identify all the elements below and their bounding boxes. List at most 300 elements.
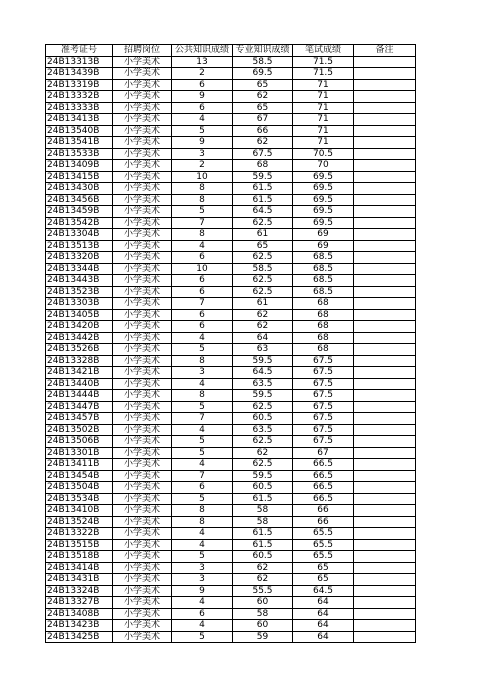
exam-id-cell: 24B13409B — [46, 160, 113, 172]
public-score-cell: 8 — [172, 505, 233, 517]
exam-id-cell: 24B13454B — [46, 470, 113, 482]
professional-score-cell: 61.5 — [233, 539, 293, 551]
remarks-cell — [354, 79, 416, 91]
written-score-cell: 64.5 — [293, 585, 354, 597]
remarks-cell — [354, 631, 416, 643]
public-score-cell: 8 — [172, 355, 233, 367]
exam-id-cell: 24B13328B — [46, 355, 113, 367]
professional-score-cell: 66 — [233, 125, 293, 137]
written-score-cell: 64 — [293, 597, 354, 609]
table-row — [46, 68, 416, 80]
table-row — [46, 56, 416, 68]
exam-id-cell: 24B13533B — [46, 148, 113, 160]
public-score-cell: 6 — [172, 608, 233, 620]
header-professional-knowledge: 专业知识成绩 — [233, 45, 293, 57]
written-score-cell: 68 — [293, 298, 354, 310]
written-score-cell: 65.5 — [293, 551, 354, 563]
exam-id-cell: 24B13408B — [46, 608, 113, 620]
public-score-cell: 7 — [172, 217, 233, 229]
written-score-cell: 71.5 — [293, 56, 354, 68]
remarks-cell — [354, 447, 416, 459]
header-exam-id: 准考证号 — [46, 45, 113, 57]
position-cell: 小学美术 — [113, 459, 172, 471]
table-row — [46, 217, 416, 229]
remarks-cell — [354, 275, 416, 287]
remarks-cell — [354, 516, 416, 528]
position-cell: 小学美术 — [113, 413, 172, 425]
exam-id-cell: 24B13411B — [46, 459, 113, 471]
public-score-cell: 4 — [172, 240, 233, 252]
professional-score-cell: 59.5 — [233, 355, 293, 367]
public-score-cell: 8 — [172, 194, 233, 206]
table-row — [46, 401, 416, 413]
table-row — [46, 206, 416, 218]
table-row — [46, 229, 416, 241]
public-score-cell: 4 — [172, 114, 233, 126]
position-cell: 小学美术 — [113, 183, 172, 195]
written-score-cell: 70 — [293, 160, 354, 172]
table-row — [46, 79, 416, 91]
exam-id-cell: 24B13327B — [46, 597, 113, 609]
professional-score-cell: 59.5 — [233, 470, 293, 482]
exam-id-cell: 24B13414B — [46, 562, 113, 574]
remarks-cell — [354, 160, 416, 172]
table-row — [46, 424, 416, 436]
table-row — [46, 194, 416, 206]
remarks-cell — [354, 309, 416, 321]
professional-score-cell: 60 — [233, 597, 293, 609]
public-score-cell: 2 — [172, 68, 233, 80]
professional-score-cell: 65 — [233, 79, 293, 91]
exam-id-cell: 24B13344B — [46, 263, 113, 275]
professional-score-cell: 58 — [233, 516, 293, 528]
professional-score-cell: 58 — [233, 505, 293, 517]
written-score-cell: 68.5 — [293, 263, 354, 275]
written-score-cell: 71 — [293, 79, 354, 91]
table-row — [46, 102, 416, 114]
header-remarks: 备注 — [354, 45, 416, 57]
remarks-cell — [354, 298, 416, 310]
public-score-cell: 6 — [172, 275, 233, 287]
position-cell: 小学美术 — [113, 516, 172, 528]
professional-score-cell: 62.5 — [233, 436, 293, 448]
remarks-cell — [354, 56, 416, 68]
position-cell: 小学美术 — [113, 505, 172, 517]
table-row — [46, 309, 416, 321]
remarks-cell — [354, 551, 416, 563]
table-row — [46, 125, 416, 137]
professional-score-cell: 61 — [233, 298, 293, 310]
position-cell: 小学美术 — [113, 286, 172, 298]
professional-score-cell: 55.5 — [233, 585, 293, 597]
professional-score-cell: 62.5 — [233, 401, 293, 413]
professional-score-cell: 59 — [233, 631, 293, 643]
table-row — [46, 171, 416, 183]
table-row — [46, 447, 416, 459]
professional-score-cell: 62 — [233, 321, 293, 333]
position-cell: 小学美术 — [113, 574, 172, 586]
written-score-cell: 69.5 — [293, 217, 354, 229]
written-score-cell: 71 — [293, 91, 354, 103]
written-score-cell: 69.5 — [293, 171, 354, 183]
written-score-cell: 71 — [293, 137, 354, 149]
header-row — [46, 45, 416, 57]
written-score-cell: 64 — [293, 620, 354, 632]
written-score-cell: 66 — [293, 505, 354, 517]
exam-id-cell: 24B13447B — [46, 401, 113, 413]
public-score-cell: 5 — [172, 206, 233, 218]
exam-id-cell: 24B13324B — [46, 585, 113, 597]
remarks-cell — [354, 597, 416, 609]
written-score-cell: 65.5 — [293, 528, 354, 540]
written-score-cell: 68 — [293, 321, 354, 333]
position-cell: 小学美术 — [113, 355, 172, 367]
remarks-cell — [354, 539, 416, 551]
exam-id-cell: 24B13313B — [46, 56, 113, 68]
written-score-cell: 71.5 — [293, 68, 354, 80]
public-score-cell: 4 — [172, 424, 233, 436]
professional-score-cell: 62.5 — [233, 275, 293, 287]
professional-score-cell: 61.5 — [233, 528, 293, 540]
position-cell: 小学美术 — [113, 194, 172, 206]
table-row — [46, 562, 416, 574]
position-cell: 小学美术 — [113, 608, 172, 620]
public-score-cell: 5 — [172, 401, 233, 413]
public-score-cell: 4 — [172, 528, 233, 540]
position-cell: 小学美术 — [113, 125, 172, 137]
exam-id-cell: 24B13523B — [46, 286, 113, 298]
professional-score-cell: 61 — [233, 229, 293, 241]
position-cell: 小学美术 — [113, 309, 172, 321]
exam-id-cell: 24B13301B — [46, 447, 113, 459]
position-cell: 小学美术 — [113, 252, 172, 264]
table-row — [46, 516, 416, 528]
remarks-cell — [354, 378, 416, 390]
header-written-score: 笔试成绩 — [293, 45, 354, 57]
professional-score-cell: 64 — [233, 332, 293, 344]
header-public-knowledge: 公共知识成绩 — [172, 45, 233, 57]
public-score-cell: 8 — [172, 183, 233, 195]
public-score-cell: 9 — [172, 137, 233, 149]
public-score-cell: 6 — [172, 102, 233, 114]
professional-score-cell: 59.5 — [233, 171, 293, 183]
written-score-cell: 66 — [293, 516, 354, 528]
professional-score-cell: 67 — [233, 114, 293, 126]
exam-id-cell: 24B13542B — [46, 217, 113, 229]
public-score-cell: 6 — [172, 309, 233, 321]
public-score-cell: 7 — [172, 413, 233, 425]
exam-id-cell: 24B13430B — [46, 183, 113, 195]
position-cell: 小学美术 — [113, 390, 172, 402]
professional-score-cell: 69.5 — [233, 68, 293, 80]
exam-id-cell: 24B13304B — [46, 229, 113, 241]
table-row — [46, 413, 416, 425]
remarks-cell — [354, 91, 416, 103]
professional-score-cell: 63.5 — [233, 378, 293, 390]
professional-score-cell: 67.5 — [233, 148, 293, 160]
table-row — [46, 183, 416, 195]
exam-id-cell: 24B13541B — [46, 137, 113, 149]
written-score-cell: 69 — [293, 229, 354, 241]
remarks-cell — [354, 367, 416, 379]
exam-id-cell: 24B13423B — [46, 620, 113, 632]
written-score-cell: 71 — [293, 102, 354, 114]
position-cell: 小学美术 — [113, 436, 172, 448]
written-score-cell: 64 — [293, 608, 354, 620]
public-score-cell: 6 — [172, 252, 233, 264]
remarks-cell — [354, 240, 416, 252]
exam-id-cell: 24B13440B — [46, 378, 113, 390]
exam-id-cell: 24B13425B — [46, 631, 113, 643]
position-cell: 小学美术 — [113, 631, 172, 643]
written-score-cell: 71 — [293, 114, 354, 126]
public-score-cell: 13 — [172, 56, 233, 68]
professional-score-cell: 62 — [233, 447, 293, 459]
public-score-cell: 4 — [172, 459, 233, 471]
table-row — [46, 298, 416, 310]
table-row — [46, 436, 416, 448]
remarks-cell — [354, 125, 416, 137]
position-cell: 小学美术 — [113, 482, 172, 494]
remarks-cell — [354, 562, 416, 574]
professional-score-cell: 59.5 — [233, 390, 293, 402]
remarks-cell — [354, 574, 416, 586]
exam-id-cell: 24B13515B — [46, 539, 113, 551]
table-row — [46, 378, 416, 390]
remarks-cell — [354, 286, 416, 298]
table-row — [46, 574, 416, 586]
table-row — [46, 321, 416, 333]
remarks-cell — [354, 482, 416, 494]
exam-id-cell: 24B13518B — [46, 551, 113, 563]
remarks-cell — [354, 470, 416, 482]
remarks-cell — [354, 321, 416, 333]
exam-id-cell: 24B13506B — [46, 436, 113, 448]
position-cell: 小学美术 — [113, 171, 172, 183]
table-row — [46, 91, 416, 103]
professional-score-cell: 62 — [233, 562, 293, 574]
professional-score-cell: 61.5 — [233, 183, 293, 195]
remarks-cell — [354, 528, 416, 540]
public-score-cell: 3 — [172, 574, 233, 586]
written-score-cell: 71 — [293, 125, 354, 137]
public-score-cell: 6 — [172, 482, 233, 494]
exam-id-cell: 24B13457B — [46, 413, 113, 425]
table-row — [46, 263, 416, 275]
written-score-cell: 68.5 — [293, 275, 354, 287]
position-cell: 小学美术 — [113, 148, 172, 160]
remarks-cell — [354, 424, 416, 436]
exam-id-cell: 24B13524B — [46, 516, 113, 528]
table-row — [46, 114, 416, 126]
written-score-cell: 67.5 — [293, 367, 354, 379]
public-score-cell: 10 — [172, 171, 233, 183]
written-score-cell: 67.5 — [293, 390, 354, 402]
public-score-cell: 6 — [172, 321, 233, 333]
table-row — [46, 252, 416, 264]
public-score-cell: 5 — [172, 436, 233, 448]
professional-score-cell: 62 — [233, 574, 293, 586]
table-row — [46, 160, 416, 172]
professional-score-cell: 62.5 — [233, 286, 293, 298]
exam-id-cell: 24B13420B — [46, 321, 113, 333]
exam-id-cell: 24B13540B — [46, 125, 113, 137]
position-cell: 小学美术 — [113, 160, 172, 172]
public-score-cell: 4 — [172, 597, 233, 609]
remarks-cell — [354, 137, 416, 149]
score-table — [45, 44, 416, 643]
professional-score-cell: 58 — [233, 608, 293, 620]
position-cell: 小学美术 — [113, 562, 172, 574]
remarks-cell — [354, 171, 416, 183]
exam-id-cell: 24B13415B — [46, 171, 113, 183]
professional-score-cell: 62 — [233, 309, 293, 321]
professional-score-cell: 60.5 — [233, 413, 293, 425]
exam-id-cell: 24B13459B — [46, 206, 113, 218]
public-score-cell: 8 — [172, 516, 233, 528]
public-score-cell: 8 — [172, 229, 233, 241]
remarks-cell — [354, 355, 416, 367]
remarks-cell — [354, 344, 416, 356]
remarks-cell — [354, 585, 416, 597]
written-score-cell: 65 — [293, 562, 354, 574]
professional-score-cell: 63 — [233, 344, 293, 356]
professional-score-cell: 63.5 — [233, 424, 293, 436]
position-cell: 小学美术 — [113, 344, 172, 356]
professional-score-cell: 60.5 — [233, 551, 293, 563]
position-cell: 小学美术 — [113, 298, 172, 310]
position-cell: 小学美术 — [113, 447, 172, 459]
public-score-cell: 6 — [172, 286, 233, 298]
position-cell: 小学美术 — [113, 378, 172, 390]
remarks-cell — [354, 390, 416, 402]
public-score-cell: 4 — [172, 378, 233, 390]
exam-id-cell: 24B13405B — [46, 309, 113, 321]
table-row — [46, 505, 416, 517]
position-cell: 小学美术 — [113, 114, 172, 126]
professional-score-cell: 65 — [233, 102, 293, 114]
professional-score-cell: 62.5 — [233, 217, 293, 229]
exam-id-cell: 24B13444B — [46, 390, 113, 402]
written-score-cell: 67.5 — [293, 424, 354, 436]
exam-id-cell: 24B13410B — [46, 505, 113, 517]
table-row — [46, 137, 416, 149]
written-score-cell: 69.5 — [293, 183, 354, 195]
table-row — [46, 355, 416, 367]
position-cell: 小学美术 — [113, 79, 172, 91]
written-score-cell: 66.5 — [293, 482, 354, 494]
table-row — [46, 493, 416, 505]
remarks-cell — [354, 436, 416, 448]
table-row — [46, 528, 416, 540]
professional-score-cell: 62 — [233, 91, 293, 103]
table-row — [46, 597, 416, 609]
table-row — [46, 470, 416, 482]
position-cell: 小学美术 — [113, 321, 172, 333]
public-score-cell: 10 — [172, 263, 233, 275]
position-cell: 小学美术 — [113, 551, 172, 563]
position-cell: 小学美术 — [113, 229, 172, 241]
exam-id-cell: 24B13421B — [46, 367, 113, 379]
position-cell: 小学美术 — [113, 91, 172, 103]
position-cell: 小学美术 — [113, 424, 172, 436]
exam-id-cell: 24B13413B — [46, 114, 113, 126]
professional-score-cell: 58.5 — [233, 263, 293, 275]
exam-id-cell: 24B13534B — [46, 493, 113, 505]
header-position: 招聘岗位 — [113, 45, 172, 57]
position-cell: 小学美术 — [113, 137, 172, 149]
remarks-cell — [354, 332, 416, 344]
exam-id-cell: 24B13332B — [46, 91, 113, 103]
table-row — [46, 240, 416, 252]
position-cell: 小学美术 — [113, 332, 172, 344]
remarks-cell — [354, 459, 416, 471]
written-score-cell: 67.5 — [293, 355, 354, 367]
written-score-cell: 66.5 — [293, 493, 354, 505]
exam-id-cell: 24B13502B — [46, 424, 113, 436]
professional-score-cell: 60 — [233, 620, 293, 632]
remarks-cell — [354, 620, 416, 632]
position-cell: 小学美术 — [113, 102, 172, 114]
position-cell: 小学美术 — [113, 493, 172, 505]
professional-score-cell: 62 — [233, 137, 293, 149]
professional-score-cell: 64.5 — [233, 367, 293, 379]
public-score-cell: 5 — [172, 631, 233, 643]
table-row — [46, 148, 416, 160]
public-score-cell: 6 — [172, 79, 233, 91]
remarks-cell — [354, 229, 416, 241]
written-score-cell: 68.5 — [293, 286, 354, 298]
public-score-cell: 2 — [172, 160, 233, 172]
written-score-cell: 65.5 — [293, 539, 354, 551]
position-cell: 小学美术 — [113, 240, 172, 252]
position-cell: 小学美术 — [113, 275, 172, 287]
table-row — [46, 332, 416, 344]
remarks-cell — [354, 102, 416, 114]
exam-id-cell: 24B13443B — [46, 275, 113, 287]
exam-id-cell: 24B13322B — [46, 528, 113, 540]
written-score-cell: 64 — [293, 631, 354, 643]
public-score-cell: 4 — [172, 539, 233, 551]
table-row — [46, 608, 416, 620]
exam-id-cell: 24B13504B — [46, 482, 113, 494]
position-cell: 小学美术 — [113, 263, 172, 275]
exam-id-cell: 24B13333B — [46, 102, 113, 114]
table-row — [46, 344, 416, 356]
professional-score-cell: 60.5 — [233, 482, 293, 494]
position-cell: 小学美术 — [113, 528, 172, 540]
written-score-cell: 67.5 — [293, 413, 354, 425]
remarks-cell — [354, 413, 416, 425]
public-score-cell: 4 — [172, 620, 233, 632]
written-score-cell: 69 — [293, 240, 354, 252]
exam-id-cell: 24B13303B — [46, 298, 113, 310]
public-score-cell: 5 — [172, 447, 233, 459]
exam-id-cell: 24B13456B — [46, 194, 113, 206]
remarks-cell — [354, 505, 416, 517]
position-cell: 小学美术 — [113, 68, 172, 80]
professional-score-cell: 64.5 — [233, 206, 293, 218]
public-score-cell: 9 — [172, 585, 233, 597]
professional-score-cell: 65 — [233, 240, 293, 252]
table-row — [46, 459, 416, 471]
public-score-cell: 8 — [172, 390, 233, 402]
remarks-cell — [354, 217, 416, 229]
public-score-cell: 3 — [172, 562, 233, 574]
table-row — [46, 585, 416, 597]
written-score-cell: 67.5 — [293, 436, 354, 448]
exam-id-cell: 24B13431B — [46, 574, 113, 586]
